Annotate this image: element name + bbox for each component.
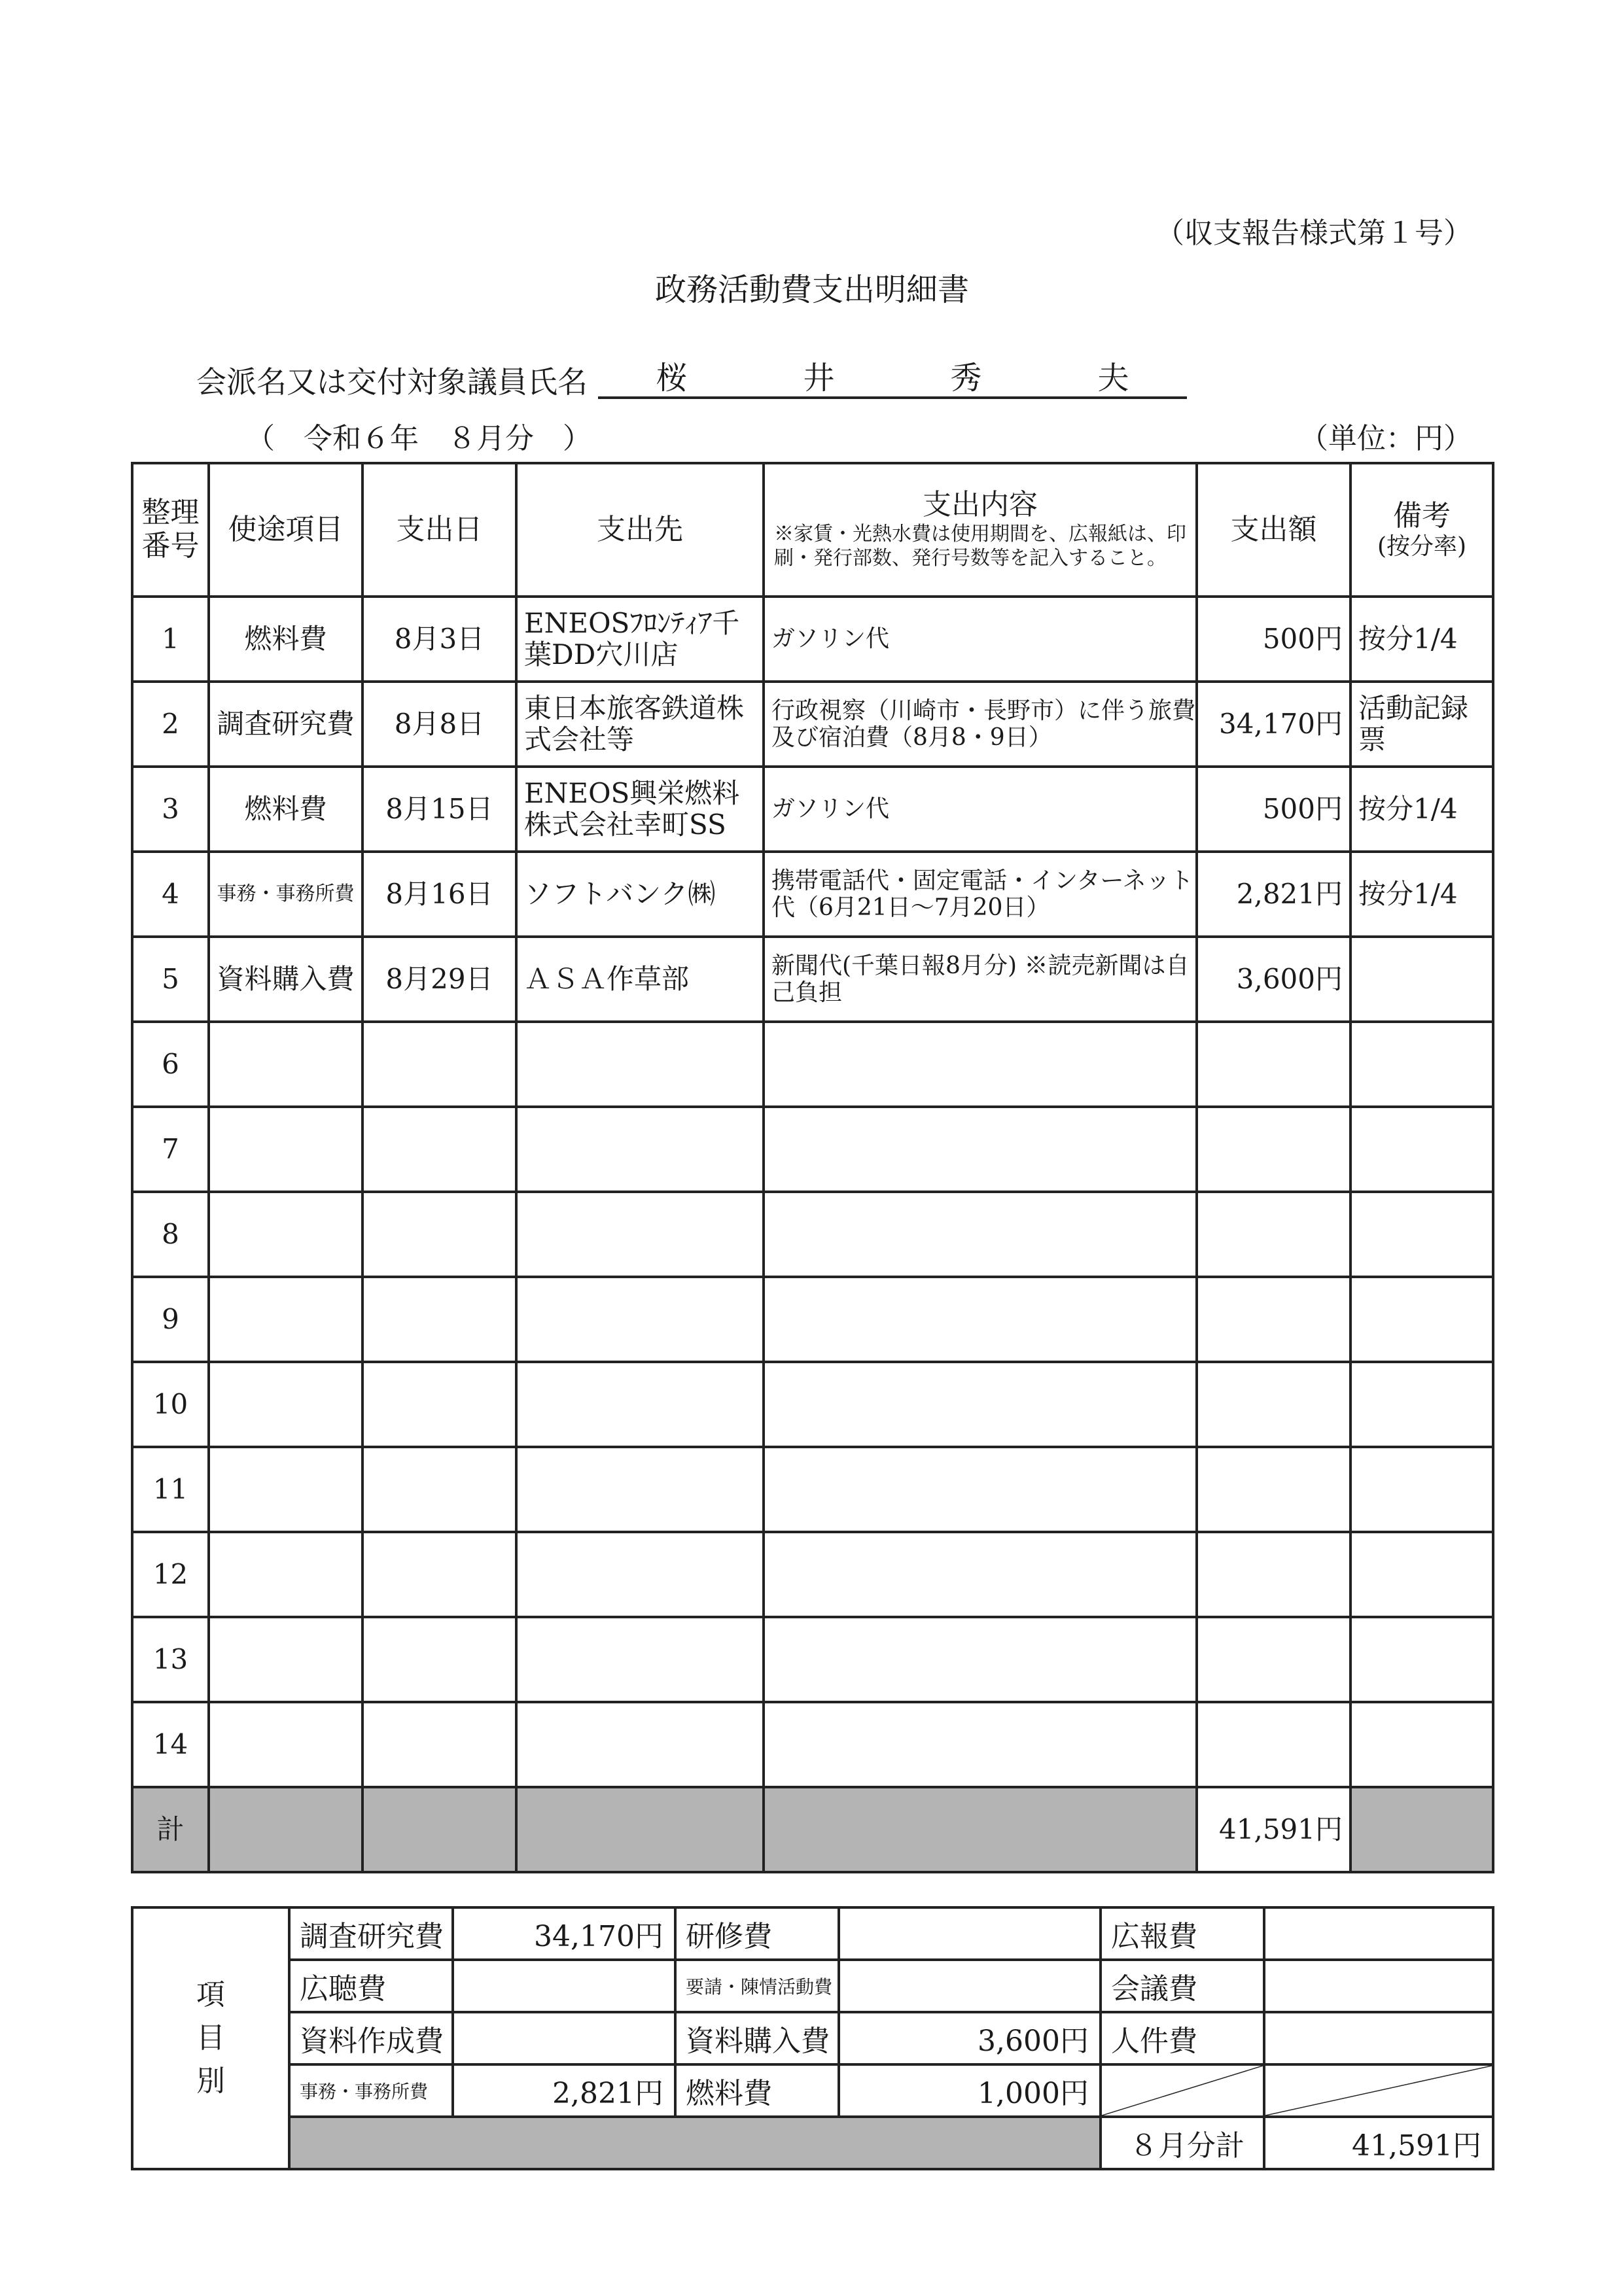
category-label: 燃料費 bbox=[675, 2064, 839, 2117]
header-remarks-sub: (按分率) bbox=[1377, 532, 1467, 560]
table-header-row bbox=[132, 463, 1493, 597]
total-shade-cell bbox=[289, 2117, 1101, 2169]
header-no: 整理番号 bbox=[132, 463, 209, 597]
row-amount bbox=[1197, 1277, 1350, 1362]
currency-unit: （単位：円） bbox=[1299, 422, 1472, 455]
row-content bbox=[764, 1447, 1197, 1532]
form-number: （収支報告様式第１号） bbox=[1156, 217, 1472, 250]
row-amount bbox=[1197, 1532, 1350, 1617]
row-amount bbox=[1197, 1702, 1350, 1787]
row-no: 7 bbox=[132, 1107, 209, 1192]
row-remarks bbox=[1350, 1362, 1493, 1447]
category-label: 要請・陳情活動費 bbox=[675, 1960, 839, 2012]
total-shade-cell bbox=[209, 1787, 362, 1872]
member-name-char: 秀 bbox=[950, 359, 982, 396]
header-content bbox=[764, 463, 1197, 597]
row-date bbox=[362, 1277, 516, 1362]
header-item: 使途項目 bbox=[209, 463, 362, 597]
row-content: ガソリン代 bbox=[764, 597, 1197, 682]
row-content bbox=[764, 1192, 1197, 1277]
row-payee: ENEOS興栄燃料株式会社幸町SS bbox=[516, 767, 764, 852]
table-row bbox=[132, 1277, 1493, 1362]
row-remarks bbox=[1350, 937, 1493, 1022]
row-no: 13 bbox=[132, 1617, 209, 1702]
row-item bbox=[209, 1702, 362, 1787]
category-row bbox=[132, 2012, 1493, 2064]
row-no: 12 bbox=[132, 1532, 209, 1617]
row-no: 9 bbox=[132, 1277, 209, 1362]
row-item: 調査研究費 bbox=[209, 682, 362, 767]
expense-detail-table bbox=[131, 462, 1494, 1873]
row-date bbox=[362, 1107, 516, 1192]
row-content bbox=[764, 1702, 1197, 1787]
row-date bbox=[362, 1362, 516, 1447]
row-payee bbox=[516, 1702, 764, 1787]
row-item bbox=[209, 1107, 362, 1192]
row-content bbox=[764, 1277, 1197, 1362]
month-total-label: ８月分計 bbox=[1101, 2117, 1264, 2169]
row-remarks bbox=[1350, 1277, 1493, 1362]
row-no: 8 bbox=[132, 1192, 209, 1277]
category-label: 広聴費 bbox=[289, 1960, 453, 2012]
row-payee bbox=[516, 1107, 764, 1192]
row-amount bbox=[1197, 1022, 1350, 1107]
row-date: 8月29日 bbox=[362, 937, 516, 1022]
document-title: 政務活動費支出明細書 bbox=[654, 271, 969, 308]
row-remarks bbox=[1350, 1107, 1493, 1192]
category-value bbox=[1264, 2012, 1493, 2064]
row-remarks: 按分1/4 bbox=[1350, 767, 1493, 852]
row-date bbox=[362, 1022, 516, 1107]
row-remarks bbox=[1350, 1022, 1493, 1107]
total-shade-cell bbox=[1350, 1787, 1493, 1872]
table-row bbox=[132, 597, 1493, 682]
category-value: 1,000円 bbox=[839, 2064, 1101, 2117]
month-total-value: 41,591円 bbox=[1264, 2117, 1493, 2169]
header-amount: 支出額 bbox=[1197, 463, 1350, 597]
row-item bbox=[209, 1192, 362, 1277]
row-no: 1 bbox=[132, 597, 209, 682]
row-remarks bbox=[1350, 1447, 1493, 1532]
member-name-label: 会派名又は交付対象議員氏名 bbox=[196, 364, 588, 400]
category-label: 人件費 bbox=[1101, 2012, 1264, 2064]
row-no: 6 bbox=[132, 1022, 209, 1107]
row-content bbox=[764, 1362, 1197, 1447]
total-shade-cell bbox=[516, 1787, 764, 1872]
row-date: 8月15日 bbox=[362, 767, 516, 852]
category-value bbox=[453, 1960, 675, 2012]
row-date: 8月16日 bbox=[362, 852, 516, 937]
row-payee bbox=[516, 1362, 764, 1447]
member-name-char: 夫 bbox=[1097, 359, 1129, 396]
row-payee bbox=[516, 1532, 764, 1617]
table-row bbox=[132, 1362, 1493, 1447]
row-no: 14 bbox=[132, 1702, 209, 1787]
table-row bbox=[132, 937, 1493, 1022]
table-row bbox=[132, 1447, 1493, 1532]
row-no: 5 bbox=[132, 937, 209, 1022]
row-date bbox=[362, 1617, 516, 1702]
category-value bbox=[453, 2012, 675, 2064]
row-amount bbox=[1197, 1447, 1350, 1532]
row-payee: ＡＳＡ作草部 bbox=[516, 937, 764, 1022]
row-amount: 2,821円 bbox=[1197, 852, 1350, 937]
member-name-char: 井 bbox=[803, 359, 835, 396]
diagonal-line bbox=[1265, 2066, 1492, 2115]
row-item: 燃料費 bbox=[209, 767, 362, 852]
table-row bbox=[132, 1702, 1493, 1787]
row-content: 携帯電話代・固定電話・インターネット代（6月21日～7月20日） bbox=[764, 852, 1197, 937]
crossed-out-cell bbox=[1101, 2064, 1264, 2117]
row-payee bbox=[516, 1447, 764, 1532]
row-amount: 500円 bbox=[1197, 597, 1350, 682]
row-content: 行政視察（川崎市・長野市）に伴う旅費及び宿泊費（8月8・9日） bbox=[764, 682, 1197, 767]
row-item bbox=[209, 1362, 362, 1447]
table-row bbox=[132, 1532, 1493, 1617]
header-content-note: ※家賃・光熱水費は使用期間を、広報紙は、印刷・発行部数、発行号数等を記入すること。 bbox=[774, 522, 1186, 570]
header-content-label: 支出内容 bbox=[923, 488, 1038, 522]
category-value bbox=[839, 1907, 1101, 1960]
category-label: 資料購入費 bbox=[675, 2012, 839, 2064]
table-row bbox=[132, 1107, 1493, 1192]
total-shade-cell bbox=[764, 1787, 1197, 1872]
category-row bbox=[132, 1907, 1493, 1960]
row-remarks bbox=[1350, 1617, 1493, 1702]
row-payee bbox=[516, 1022, 764, 1107]
table-row bbox=[132, 1192, 1493, 1277]
row-date bbox=[362, 1702, 516, 1787]
row-item: 燃料費 bbox=[209, 597, 362, 682]
header-remarks bbox=[1350, 463, 1493, 597]
table-row bbox=[132, 1617, 1493, 1702]
row-payee bbox=[516, 1617, 764, 1702]
diagonal-line bbox=[1102, 2066, 1263, 2115]
crossed-out-cell bbox=[1264, 2064, 1493, 2117]
row-amount: 34,170円 bbox=[1197, 682, 1350, 767]
category-value bbox=[1264, 1960, 1493, 2012]
row-item bbox=[209, 1617, 362, 1702]
row-item bbox=[209, 1022, 362, 1107]
row-date bbox=[362, 1447, 516, 1532]
category-label: 資料作成費 bbox=[289, 2012, 453, 2064]
row-payee: ソフトバンク㈱ bbox=[516, 852, 764, 937]
row-content bbox=[764, 1617, 1197, 1702]
category-value bbox=[839, 1960, 1101, 2012]
row-payee bbox=[516, 1192, 764, 1277]
row-date bbox=[362, 1532, 516, 1617]
row-amount bbox=[1197, 1192, 1350, 1277]
row-remarks: 按分1/4 bbox=[1350, 597, 1493, 682]
table-row bbox=[132, 767, 1493, 852]
row-remarks: 按分1/4 bbox=[1350, 852, 1493, 937]
row-date: 8月3日 bbox=[362, 597, 516, 682]
header-date: 支出日 bbox=[362, 463, 516, 597]
row-payee: 東日本旅客鉄道株式会社等 bbox=[516, 682, 764, 767]
row-amount bbox=[1197, 1107, 1350, 1192]
total-row bbox=[132, 1787, 1493, 1872]
row-amount: 3,600円 bbox=[1197, 937, 1350, 1022]
row-no: 2 bbox=[132, 682, 209, 767]
category-label: 広報費 bbox=[1101, 1907, 1264, 1960]
row-content bbox=[764, 1107, 1197, 1192]
category-value: 34,170円 bbox=[453, 1907, 675, 1960]
member-name-char: 桜 bbox=[656, 359, 688, 396]
header-remarks-label: 備考 bbox=[1393, 499, 1451, 532]
row-item: 資料購入費 bbox=[209, 937, 362, 1022]
row-amount bbox=[1197, 1617, 1350, 1702]
row-payee: ENEOSﾌﾛﾝﾃｨｱ千葉DD穴川店 bbox=[516, 597, 764, 682]
row-item bbox=[209, 1277, 362, 1362]
category-row bbox=[132, 2064, 1493, 2117]
category-total-row bbox=[132, 2117, 1493, 2169]
row-content bbox=[764, 1532, 1197, 1617]
row-no: 11 bbox=[132, 1447, 209, 1532]
row-item bbox=[209, 1532, 362, 1617]
row-remarks bbox=[1350, 1192, 1493, 1277]
category-label: 調査研究費 bbox=[289, 1907, 453, 1960]
row-no: 10 bbox=[132, 1362, 209, 1447]
row-no: 3 bbox=[132, 767, 209, 852]
total-amount: 41,591円 bbox=[1197, 1787, 1350, 1872]
report-period: （ 令和６年 ８月分 ） bbox=[246, 422, 591, 455]
row-date: 8月8日 bbox=[362, 682, 516, 767]
row-date bbox=[362, 1192, 516, 1277]
category-row bbox=[132, 1960, 1493, 2012]
table-row bbox=[132, 852, 1493, 937]
category-side-label: 項 目 別 bbox=[132, 1907, 289, 2169]
row-content bbox=[764, 1022, 1197, 1107]
row-content: 新聞代(千葉日報8月分) ※読売新聞は自己負担 bbox=[764, 937, 1197, 1022]
member-name bbox=[598, 353, 1187, 399]
row-remarks bbox=[1350, 1532, 1493, 1617]
table-row bbox=[132, 1022, 1493, 1107]
table-row bbox=[132, 682, 1493, 767]
row-no: 4 bbox=[132, 852, 209, 937]
row-item bbox=[209, 1447, 362, 1532]
row-amount bbox=[1197, 1362, 1350, 1447]
row-payee bbox=[516, 1277, 764, 1362]
total-shade-cell bbox=[362, 1787, 516, 1872]
category-label: 研修費 bbox=[675, 1907, 839, 1960]
row-remarks bbox=[1350, 1702, 1493, 1787]
row-remarks: 活動記録票 bbox=[1350, 682, 1493, 767]
category-value: 3,600円 bbox=[839, 2012, 1101, 2064]
category-value: 2,821円 bbox=[453, 2064, 675, 2117]
row-content: ガソリン代 bbox=[764, 767, 1197, 852]
row-amount: 500円 bbox=[1197, 767, 1350, 852]
header-payee: 支出先 bbox=[516, 463, 764, 597]
category-label: 会議費 bbox=[1101, 1960, 1264, 2012]
total-label: 計 bbox=[132, 1787, 209, 1872]
row-item: 事務・事務所費 bbox=[209, 852, 362, 937]
category-label: 事務・事務所費 bbox=[289, 2064, 453, 2117]
category-summary-table bbox=[131, 1906, 1494, 2170]
category-value bbox=[1264, 1907, 1493, 1960]
